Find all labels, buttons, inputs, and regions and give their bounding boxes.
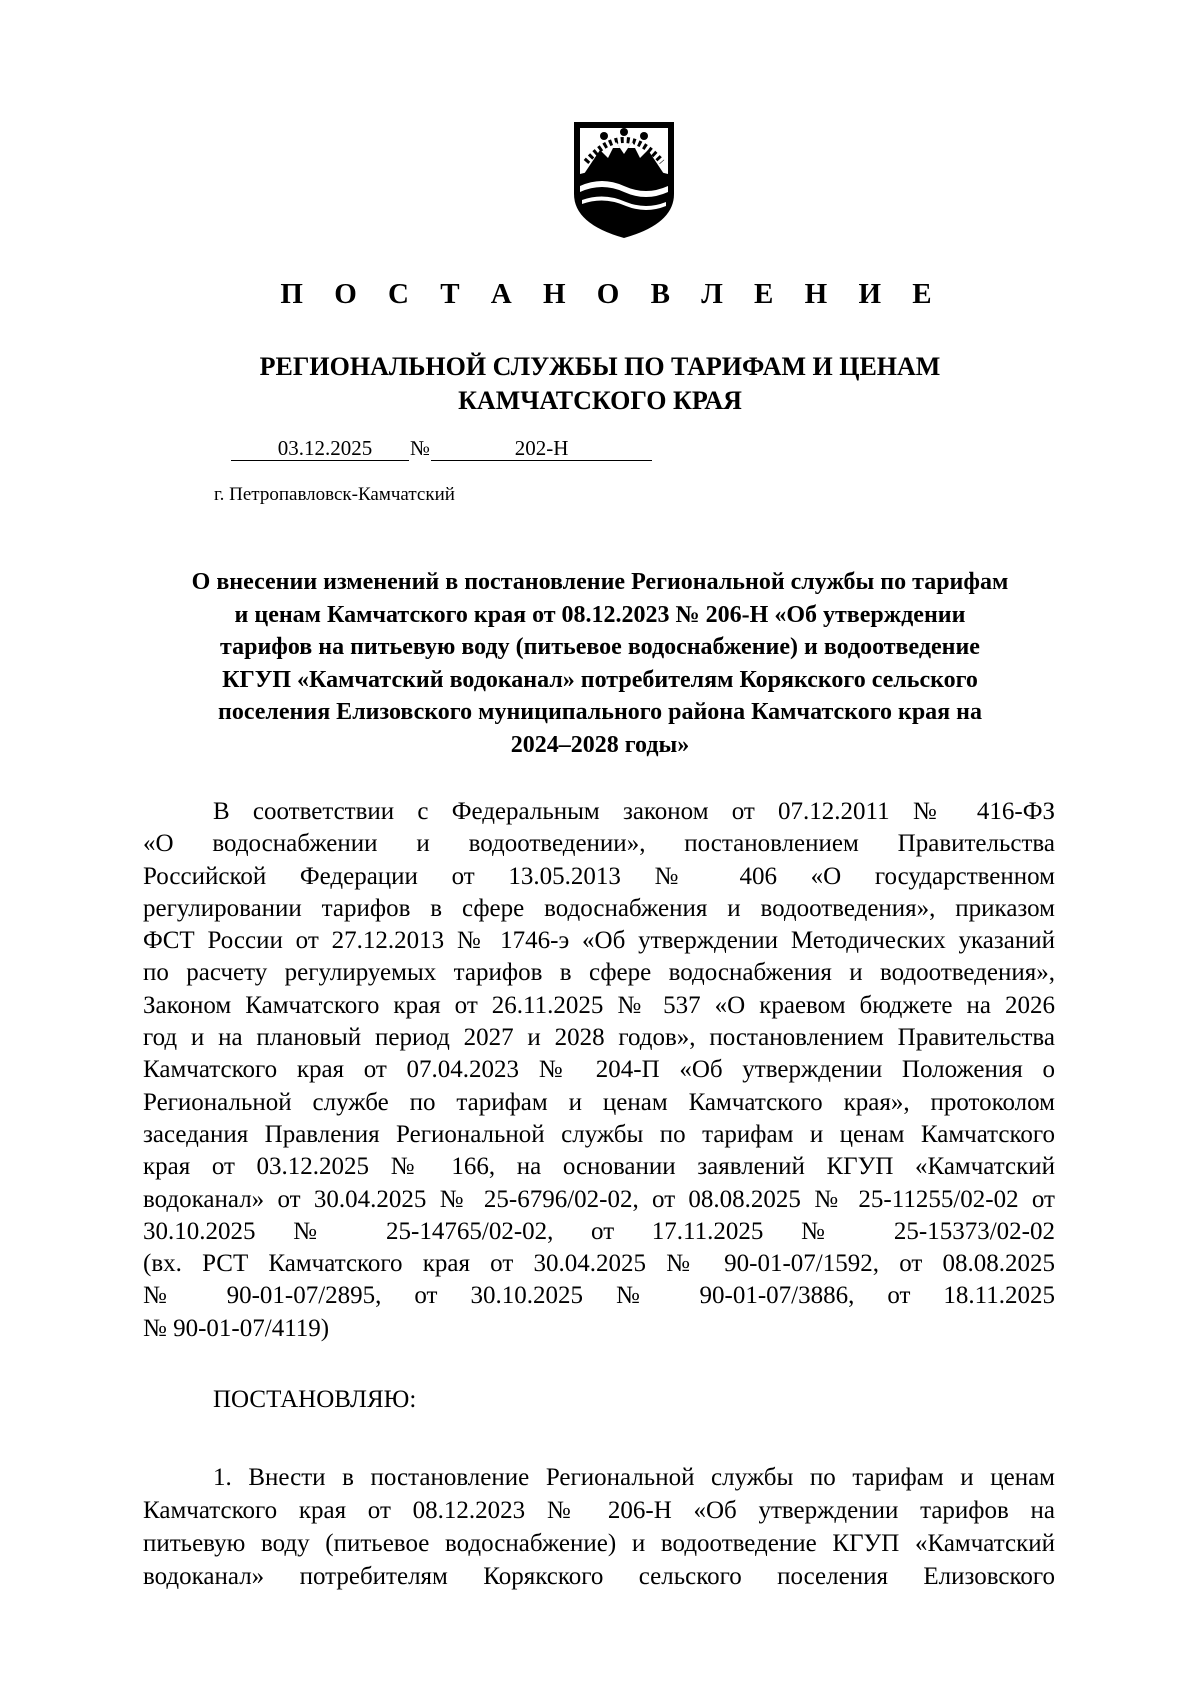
- decree-item-1: [143, 1461, 1055, 1593]
- issuer-line: РЕГИОНАЛЬНОЙ СЛУЖБЫ ПО ТАРИФАМ И ЦЕНАМ: [259, 352, 941, 381]
- subject-line: 2024–2028 годы»: [510, 731, 690, 758]
- body-line: края от 03.12.2025 № 166, на основании заявлений КГУП «Камчатский: [143, 1153, 1055, 1181]
- body-line: № 90-01-07/2895, от 30.10.2025 № 90-01-07/3886, от 18.11.2025: [143, 1282, 1055, 1310]
- number-sign: №: [410, 436, 431, 460]
- kamchatka-coat-of-arms-icon: [570, 112, 678, 240]
- subject-line: тарифов на питьевую воду (питьевое водоснабжение) и водоотведение: [220, 634, 980, 661]
- body-line: регулировании тарифов в сфере водоснабжения и водоотведения», приказом: [143, 894, 1055, 922]
- issuer-line: КАМЧАТСКОГО КРАЯ: [458, 386, 742, 415]
- city-name: г. Петропавловск-Камчатский: [214, 484, 455, 505]
- subject-line: О внесении изменений в постановление Региональной службы по тарифам: [191, 569, 1009, 595]
- body-line: «О водоснабжении и водоотведении», постановлением Правительства: [143, 830, 1055, 858]
- body-line: Региональной службе по тарифам и ценам Камчатского края», протоколом: [143, 1088, 1055, 1116]
- body-line: водоканал» потребителям Корякского сельского поселения Елизовского: [143, 1563, 1055, 1590]
- issuing-authority: [0, 350, 1200, 418]
- body-line: № 90-01-07/4119): [143, 1314, 330, 1342]
- body-line: год и на плановый период 2027 и 2028 годов», постановлением Правительства: [143, 1024, 1055, 1052]
- subject-line: поселения Елизовского муниципального района Камчатского края на: [218, 699, 982, 726]
- document-type-heading: П О С Т А Н О В Л Е Н И Е: [280, 278, 944, 310]
- document-subject: [120, 566, 1080, 762]
- document-number: 202-Н: [431, 436, 652, 461]
- body-line: Российской Федерации от 13.05.2013 № 406 «О государственном: [143, 862, 1055, 890]
- body-line: 1. Внести в постановление Региональной службы по тарифам и ценам: [213, 1464, 1055, 1491]
- body-line: питьевую воду (питьевое водоснабжение) и водоотведение КГУП «Камчатский: [143, 1530, 1055, 1557]
- body-line: Камчатского края от 08.12.2023 № 206-Н «Об утверждении тарифов на: [143, 1497, 1055, 1524]
- body-line: Законом Камчатского края от 26.11.2025 № 537 «О краевом бюджете на 2026: [143, 991, 1055, 1019]
- body-line: по расчету регулируемых тарифов в сфере водоснабжения и водоотведения»,: [143, 959, 1055, 987]
- body-line: (вх. РСТ Камчатского края от 30.04.2025 № 90-01-07/1592, от 08.08.2025: [143, 1250, 1055, 1278]
- preamble-paragraph: [143, 796, 1055, 1345]
- body-line: ФСТ России от 27.12.2013 № 1746-э «Об утверждении Методических указаний: [143, 927, 1055, 955]
- subject-line: и ценам Камчатского края от 08.12.2023 № 206-Н «Об утверждении: [234, 601, 966, 628]
- body-line: водоканал» от 30.04.2025 № 25-6796/02-02, от 08.08.2025 № 25-11255/02-02 от: [143, 1185, 1055, 1213]
- body-line: заседания Правления Региональной службы по тарифам и ценам Камчатского: [143, 1120, 1055, 1148]
- date-number-line: [231, 436, 652, 461]
- document-date: 03.12.2025: [231, 436, 409, 461]
- subject-line: КГУП «Камчатский водоканал» потребителям Корякского сельского: [222, 666, 978, 693]
- body-line: 30.10.2025 № 25-14765/02-02, от 17.11.2025 № 25-15373/02-02: [143, 1217, 1055, 1245]
- decree-word: ПОСТАНОВЛЯЮ:: [213, 1386, 417, 1413]
- body-line: В соответствии с Федеральным законом от 07.12.2011 № 416-ФЗ: [213, 798, 1055, 825]
- body-line: Камчатского края от 07.04.2023 № 204-П «Об утверждении Положения о: [143, 1056, 1055, 1084]
